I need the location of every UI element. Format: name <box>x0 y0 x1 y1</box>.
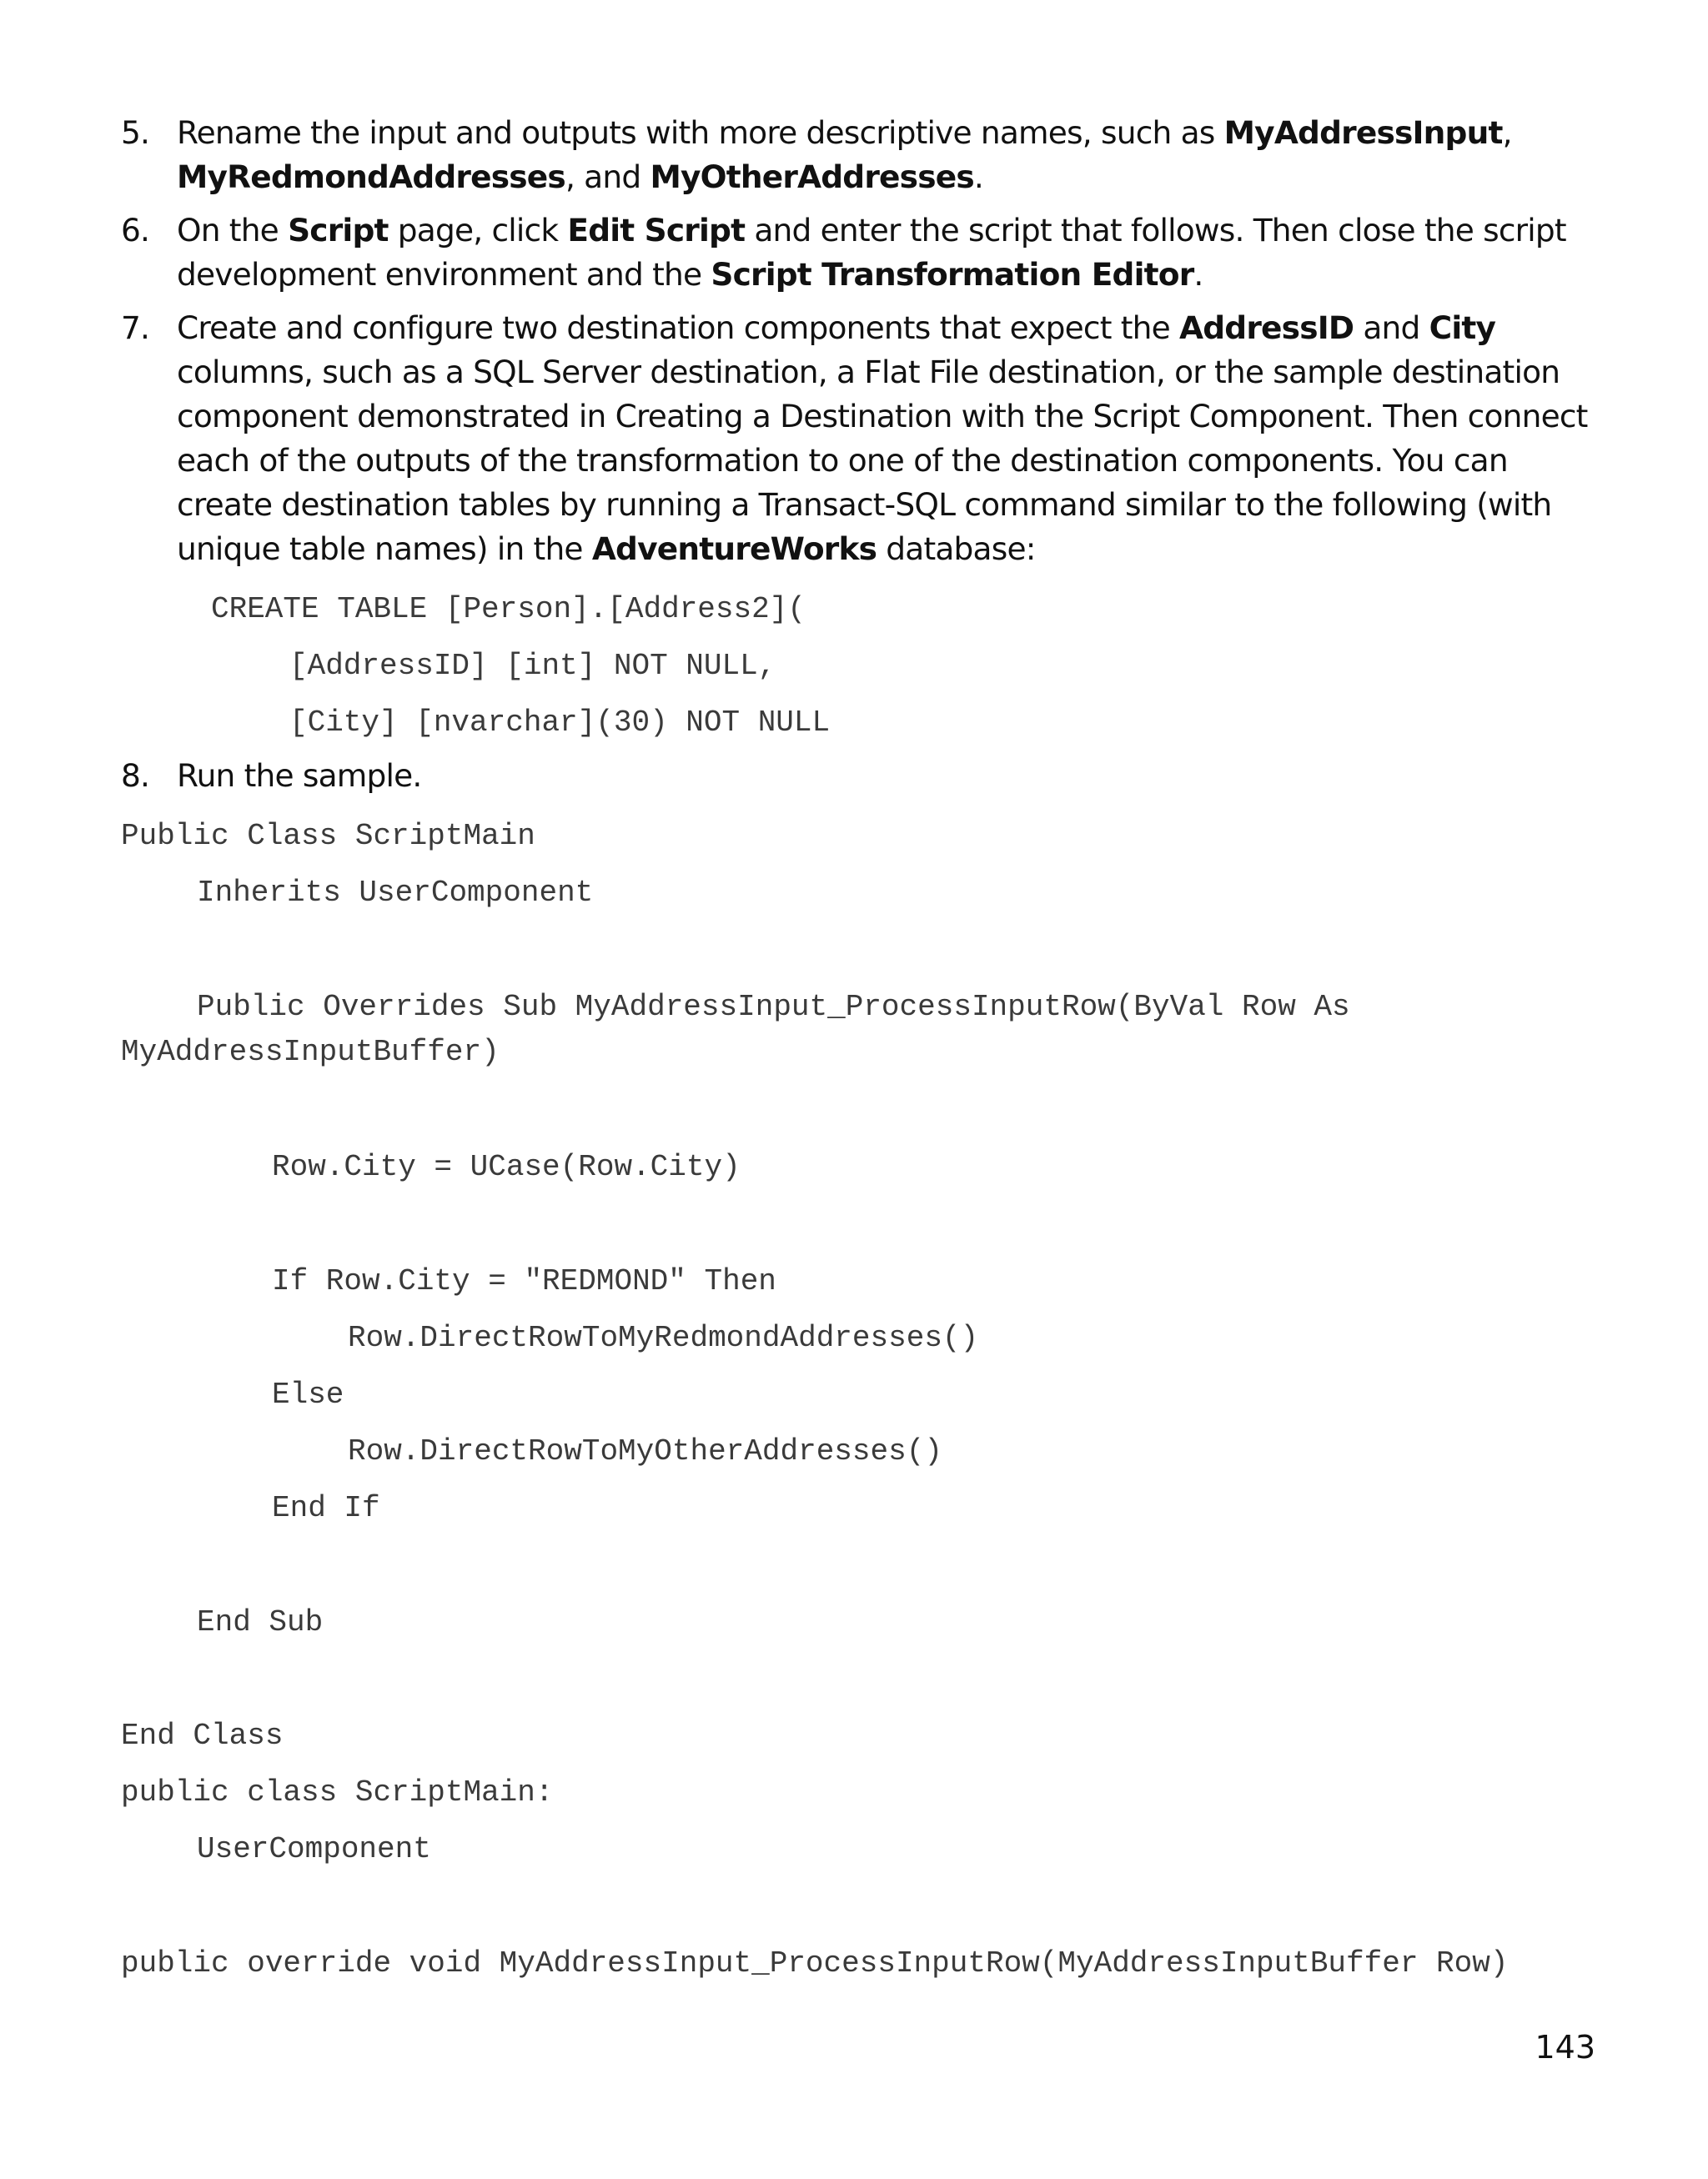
bold-term: AdventureWorks <box>591 530 877 567</box>
step-text <box>177 208 1589 297</box>
vb-code-line: Row.DirectRowToMyRedmondAddresses() <box>348 1321 979 1355</box>
bold-term: MyOtherAddresses <box>650 158 974 195</box>
text-run: , <box>1502 114 1512 151</box>
sql-code-line: [AddressID] [int] NOT NULL, <box>289 649 776 683</box>
step-number: 8. <box>121 757 150 794</box>
step-text <box>177 754 1589 798</box>
vb-code-line: End Sub <box>197 1605 324 1639</box>
text-run: database: <box>877 530 1036 567</box>
cs-code-line: UserComponent <box>197 1832 431 1866</box>
cs-code-line: public class ScriptMain: <box>121 1775 554 1810</box>
step-8 <box>121 754 1589 798</box>
sql-code-line: CREATE TABLE [Person].[Address2]( <box>211 592 806 626</box>
bold-term: MyAddressInput <box>1223 114 1503 151</box>
bold-term: City <box>1429 309 1496 346</box>
step-number: 7. <box>121 309 150 346</box>
text-run: and <box>1354 309 1429 346</box>
vb-code-line: MyAddressInputBuffer) <box>121 1035 500 1069</box>
bold-term: Edit Script <box>567 212 746 249</box>
sql-code-line: [City] [nvarchar](30) NOT NULL <box>289 705 831 740</box>
bold-term: MyRedmondAddresses <box>177 158 565 195</box>
vb-code-line: Public Overrides Sub MyAddressInput_ProcessInputRow(ByVal Row As <box>197 990 1350 1024</box>
text-run: Rename the input and outputs with more descriptive names, such as <box>177 114 1224 151</box>
vb-code-line: If Row.City = "REDMOND" Then <box>272 1264 776 1298</box>
text-run: , and <box>565 158 651 195</box>
bold-term: AddressID <box>1179 309 1354 346</box>
vb-code-line: Row.City = UCase(Row.City) <box>272 1150 741 1184</box>
vb-code-line: Row.DirectRowToMyOtherAddresses() <box>348 1434 942 1469</box>
step-7 <box>121 306 1589 571</box>
vb-code-line: Inherits UserComponent <box>197 876 594 910</box>
text-run: and enter the script that follows. Then close the script development environment and the <box>177 212 1566 293</box>
text-run: page, click <box>388 212 568 249</box>
text-run: On the <box>177 212 289 249</box>
step-text <box>177 111 1589 199</box>
step-6 <box>121 208 1589 297</box>
step-5 <box>121 111 1589 199</box>
step-number: 6. <box>121 212 150 249</box>
vb-code-line: End If <box>272 1491 380 1525</box>
step-number: 5. <box>121 114 150 151</box>
text-run: . <box>1193 256 1203 293</box>
text-run: Run the sample. <box>177 757 422 794</box>
vb-code-line: Else <box>272 1378 344 1412</box>
text-run: . <box>973 158 983 195</box>
vb-code-line: Public Class ScriptMain <box>121 819 535 853</box>
cs-code-line: public override void MyAddressInput_ProcessInputRow(MyAddressInputBuffer Row) <box>121 1946 1509 1981</box>
bold-term: Script Transformation Editor <box>711 256 1194 293</box>
vb-code-line: End Class <box>121 1719 284 1753</box>
text-run: Create and configure two destination components that expect the <box>177 309 1180 346</box>
text-run: columns, such as a SQL Server destination, a Flat File destination, or the sample destination component demonstrated in Creating a Destination with the Script Component. Then connect each of the outputs of the transformation to one of the destination components. You can create destination tables by running a Transact-SQL command similar to the following (with unique table names) in the <box>177 354 1588 567</box>
step-text <box>177 306 1589 571</box>
bold-term: Script <box>288 212 389 249</box>
page-number: 143 <box>1535 2029 1595 2066</box>
